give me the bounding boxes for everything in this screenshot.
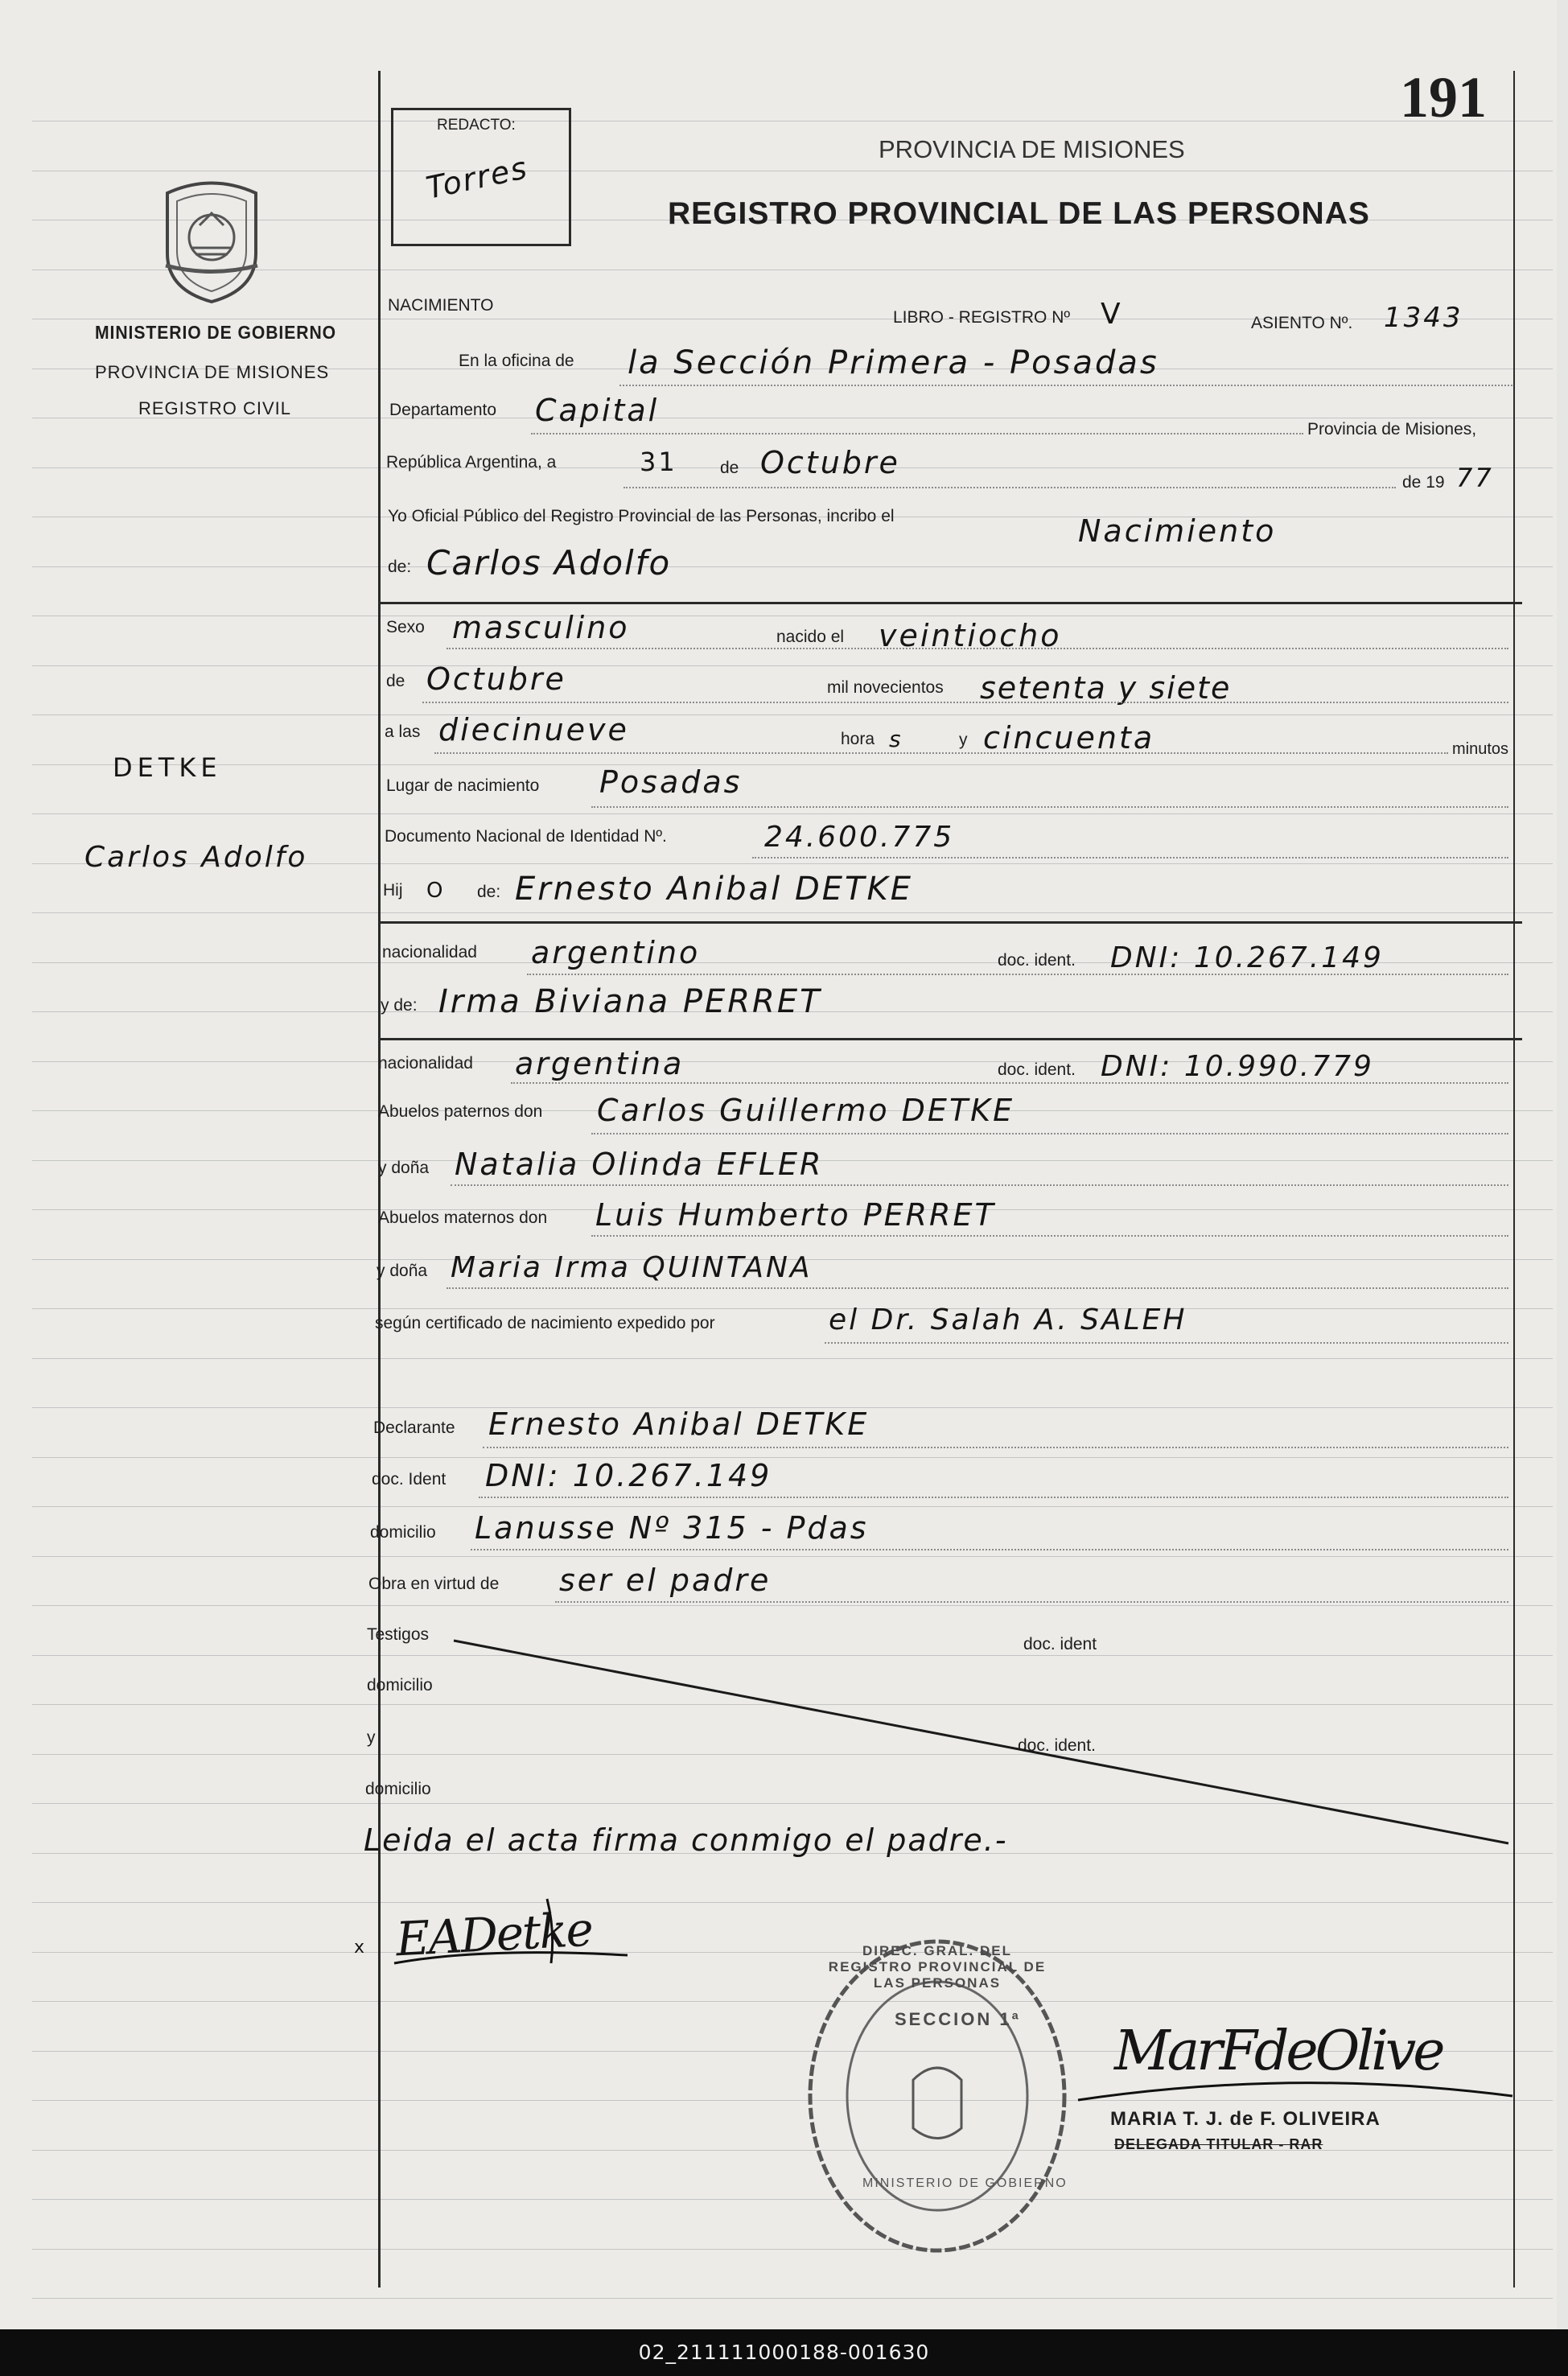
ruled-line [32, 2001, 1553, 2002]
scan-footer [0, 2329, 1568, 2376]
mil-value: setenta y siete [980, 670, 1232, 706]
header-province: PROVINCIA DE MISIONES [879, 135, 1185, 163]
certificado-value: el Dr. Salah A. SALEH [829, 1303, 1187, 1336]
provincia-label: Provincia de Misiones, [1307, 420, 1477, 439]
abuela-mat-dots [447, 1287, 1508, 1289]
ruled-line [32, 1358, 1553, 1359]
left-province: PROVINCIA DE MISIONES [95, 362, 330, 382]
father-signature-flourish [386, 1891, 644, 1971]
doc-ident5-label: doc. ident. [1018, 1736, 1096, 1755]
nac-label: nacionalidad [382, 943, 477, 962]
oficial-value: Nacimiento [1078, 513, 1277, 549]
minutes-value: cincuenta [983, 720, 1155, 756]
father-nat: argentino [531, 935, 701, 970]
departamento-value: Capital [535, 393, 660, 428]
domicilio-value: Lanusse Nº 315 - Pdas [475, 1510, 869, 1546]
father-underline [380, 921, 1522, 924]
redacto-name: Torres [422, 150, 532, 206]
page-number: 191 [1400, 65, 1487, 130]
signature-father: EADetke [394, 1901, 594, 1967]
ruled-line [32, 2249, 1553, 2250]
margin-line-left [378, 71, 381, 2287]
abuela-mat: Maria Irma QUINTANA [451, 1251, 813, 1284]
obra-label: Obra en virtud de [368, 1575, 500, 1593]
ruled-line [32, 764, 1553, 765]
libro-value: V [1101, 298, 1123, 331]
month-value: Octubre [760, 445, 900, 480]
ruled-line [32, 1506, 1553, 1507]
ydona2-label: y doña [377, 1262, 428, 1280]
de2-label: de [386, 672, 405, 690]
certificado-dots [825, 1342, 1508, 1344]
mother-doc: DNI: 10.990.779 [1101, 1050, 1374, 1083]
witness-cancel-line [451, 1637, 1512, 1847]
ruled-line [32, 1308, 1553, 1309]
horas-label: hora [841, 730, 875, 748]
ruled-line [32, 912, 1553, 913]
father-name: Ernesto Anibal DETKE [515, 871, 913, 908]
provincial-seal-icon [151, 177, 272, 306]
scan-filename: 02_211111000188-001630 [638, 2341, 930, 2364]
testigos-label: Testigos [367, 1625, 430, 1644]
mother-nat-dots [511, 1082, 1508, 1084]
doc-ident-label: doc. ident. [998, 951, 1076, 970]
oficina-value: la Sección Primera - Posadas [628, 344, 1159, 381]
left-given-names: Carlos Adolfo [84, 841, 308, 874]
departamento-dots [531, 433, 1303, 434]
abuelo-mat-dots [591, 1235, 1508, 1237]
obra-value: ser el padre [559, 1563, 772, 1598]
record-type-label: NACIMIENTO [388, 296, 494, 315]
mother-underline [380, 1038, 1522, 1040]
alas-label: a las [385, 723, 421, 741]
declarante-doc: DNI: 10.267.149 [485, 1458, 772, 1493]
hijo-suffix: O [426, 879, 446, 903]
hora-dots [434, 752, 1448, 754]
obra-dots [555, 1601, 1508, 1603]
hour-value: diecinueve [438, 712, 629, 747]
abuelos-pat-label: Abuelos paternos don [378, 1102, 543, 1121]
father-nat-dots [527, 974, 1508, 975]
domicilio-dots [471, 1549, 1508, 1550]
lugar-label: Lugar de nacimiento [386, 776, 540, 795]
father-doc: DNI: 10.267.149 [1110, 941, 1384, 974]
redacto-box [391, 108, 571, 246]
ruled-line [32, 714, 1553, 715]
abuela-pat-dots [451, 1184, 1508, 1186]
sexo-label: Sexo [386, 618, 425, 636]
redacto-label: REDACTO: [437, 117, 516, 134]
ruled-line [32, 1457, 1553, 1458]
nacido-label: nacido el [776, 628, 845, 646]
leida-value: Leida el acta firma conmigo el padre.- [364, 1822, 1008, 1858]
ydona-label: y doña [378, 1159, 430, 1177]
ruled-line [32, 813, 1553, 814]
officer-signature-flourish [1070, 2052, 1521, 2116]
yde-label: y de: [381, 996, 418, 1015]
ruled-line [32, 2298, 1553, 2299]
ruled-line [32, 1902, 1553, 1903]
abuelo-pat: Carlos Guillermo DETKE [597, 1093, 1015, 1128]
declarante-doc-dots [479, 1497, 1508, 1498]
mil-label: mil novecientos [827, 678, 944, 697]
dni-value: 24.600.775 [764, 821, 955, 854]
dni-dots [752, 857, 1508, 859]
officer-signature: MarFdeOlive [1114, 2020, 1442, 2083]
hijo-label: Hij [383, 881, 403, 900]
doc-ident4-label: doc. ident [1023, 1635, 1097, 1653]
left-civil-registry: REGISTRO CIVIL [138, 398, 292, 418]
ruled-line [32, 1556, 1553, 1557]
year-label: de 19 [1402, 473, 1445, 492]
declarante-label: Declarante [373, 1419, 455, 1437]
child-underline [380, 602, 1522, 604]
doc-ident2-label: doc. ident. [998, 1060, 1076, 1079]
mother-name: Irma Biviana PERRET [438, 983, 822, 1020]
dni-label: Documento Nacional de Identidad Nº. [385, 827, 667, 846]
left-surname: DETKE [113, 752, 222, 783]
ruled-line [32, 566, 1553, 567]
doc-ident3-label: doc. Ident [372, 1470, 447, 1489]
ruled-line [32, 1605, 1553, 1606]
minutos-label: minutos [1452, 740, 1509, 758]
domicilio2-label: domicilio [367, 1676, 433, 1694]
stamp-inner-text: MINISTERIO DE GOBIERNO [862, 2176, 1068, 2190]
horas-suffix: s [889, 726, 903, 752]
officer-title: DELEGADA TITULAR - RAR [1114, 2136, 1323, 2152]
signature-mark: x [354, 1937, 368, 1958]
republica-label: República Argentina, a [386, 453, 557, 471]
mother-nat: argentina [515, 1046, 685, 1081]
declarante-dots [483, 1447, 1508, 1448]
asiento-label: ASIENTO Nº. [1251, 314, 1353, 332]
declarante-value: Ernesto Anibal DETKE [488, 1406, 870, 1442]
sexo-dots [447, 648, 1508, 649]
domicilio3-label: domicilio [365, 1780, 431, 1798]
certificado-label: según certificado de nacimiento expedido por [375, 1314, 715, 1332]
ruled-line [32, 2150, 1553, 2151]
domicilio-label: domicilio [370, 1523, 436, 1542]
officer-name: MARIA T. J. de F. OLIVEIRA [1110, 2108, 1381, 2130]
header-registry: REGISTRO PROVINCIAL DE LAS PERSONAS [668, 196, 1370, 231]
abuelo-pat-dots [591, 1133, 1508, 1134]
nacido-value: veintiocho [879, 618, 1062, 653]
de3-label: de: [477, 883, 501, 901]
departamento-label: Departamento [389, 401, 497, 419]
registry-stamp [805, 1935, 1070, 2257]
lugar-value: Posadas [599, 764, 743, 800]
y-label: y [959, 731, 968, 749]
de2-dots [422, 702, 1508, 703]
oficina-label: En la oficina de [459, 352, 574, 370]
libro-label: LIBRO - REGISTRO Nº [893, 308, 1071, 327]
de-colon-label: de: [388, 558, 412, 576]
ruled-line [32, 665, 1553, 666]
de-label: de [720, 459, 739, 477]
birth-month: Octubre [426, 661, 566, 697]
day-value: 31 [640, 447, 677, 477]
ruled-line [32, 2199, 1553, 2200]
nac2-label: nacionalidad [378, 1054, 473, 1073]
margin-line-right [1513, 71, 1515, 2287]
sexo-value: masculino [452, 610, 630, 645]
abuela-pat: Natalia Olinda EFLER [455, 1147, 824, 1182]
abuelo-mat: Luis Humberto PERRET [595, 1197, 996, 1233]
stamp-outer-text: DIREC. GRAL. DEL REGISTRO PROVINCIAL DE LAS PERSONAS [828, 1943, 1047, 1991]
left-ministry: MINISTERIO DE GOBIERNO [95, 322, 337, 343]
child-name: Carlos Adolfo [426, 543, 672, 583]
lugar-dots [591, 806, 1508, 808]
year-value: 77 [1456, 463, 1494, 493]
fecha-dots [623, 487, 1396, 488]
asiento-value: 1343 [1384, 302, 1463, 334]
ruled-line [32, 1952, 1553, 1953]
abuelos-mat-label: Abuelos maternos don [378, 1209, 548, 1227]
stamp-section-text: SECCION 1ª [895, 2009, 1021, 2029]
y2-label: y [367, 1728, 376, 1747]
oficina-dots [619, 385, 1512, 386]
oficial-text: Yo Oficial Público del Registro Provincial de las Personas, incribo el [388, 507, 895, 525]
